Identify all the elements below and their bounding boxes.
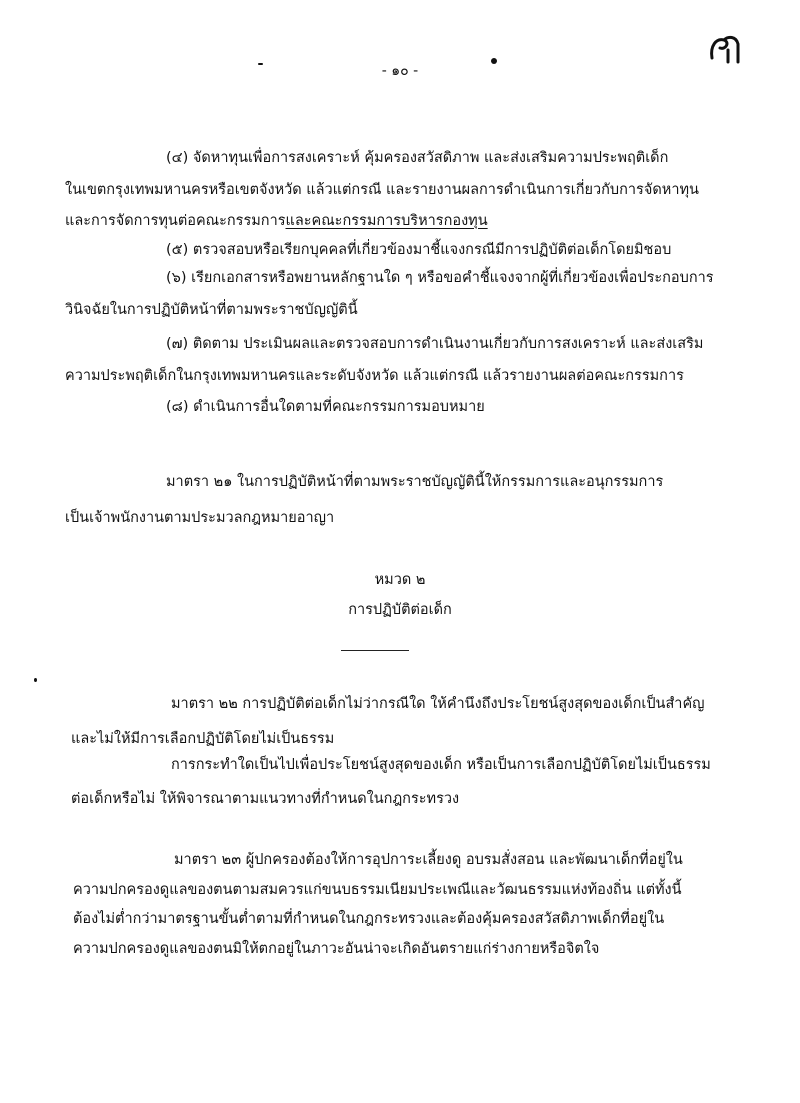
item-4-line-2: ในเขตกรุงเทพมหานครหรือเขตจังหวัด แล้วแต่กรณี และรายงานผลการดำเนินการเกี่ยวกับการจัดหาทุน — [65, 182, 699, 198]
scan-speck — [34, 678, 37, 682]
section-22-line-4: ต่อเด็กหรือไม่ ให้พิจารณาตามแนวทางที่กำหนดในกฎกระทรวง — [71, 791, 460, 807]
section-21-line-1: มาตรา ๒๑ ในการปฏิบัติหน้าที่ตามพระราชบัญญัตินี้ให้กรรมการและอนุกรรมการ — [166, 474, 664, 490]
item-7-line-1: (๗) ติดตาม ประเมินผลและตรวจสอบการดำเนินงานเกี่ยวกับการสงเคราะห์ และส่งเสริม — [166, 336, 704, 352]
item-7-line-2: ความประพฤติเด็กในกรุงเทพมหานครและระดับจังหวัด แล้วแต่กรณี แล้วรายงานผลต่อคณะกรรมการ — [65, 368, 684, 384]
section-23-line-1: มาตรา ๒๓ ผู้ปกครองต้องให้การอุปการะเลี้ยงดู อบรมสั่งสอน และพัฒนาเด็กที่อยู่ใน — [174, 852, 683, 868]
chapter-divider — [341, 650, 409, 651]
item-6-line-1: (๖) เรียกเอกสารหรือพยานหลักฐานใด ๆ หรือขอคำชี้แจงจากผู้ที่เกี่ยวข้องเพื่อประกอบการ — [166, 270, 714, 286]
chapter-title: การปฏิบัติต่อเด็ก — [348, 602, 452, 618]
section-23-line-2: ความปกครองดูแลของตนตามสมควรแก่ขนบธรรมเนียมประเพณีและวัฒนธรรมแห่งท้องถิ่น แต่ทั้งนี้ — [73, 882, 682, 898]
item-5: (๕) ตรวจสอบหรือเรียกบุคคลที่เกี่ยวข้องมาชี้แจงกรณีมีการปฏิบัติต่อเด็กโดยมิชอบ — [166, 242, 672, 258]
item-6-line-2: วินิจฉัยในการปฏิบัติหน้าที่ตามพระราชบัญญัตินี้ — [65, 302, 358, 318]
page-number: - ๑๐ - — [381, 63, 419, 79]
section-22-line-1: มาตรา ๒๒ การปฏิบัติต่อเด็กไม่ว่ากรณีใด ให้คำนึงถึงประโยชน์สูงสุดของเด็กเป็นสำคัญ — [171, 696, 705, 712]
section-23-line-3: ต้องไม่ต่ำกว่ามาตรฐานขั้นต่ำตามที่กำหนดในกฎกระทรวงและต้องคุ้มครองสวัสดิภาพเด็กที่อยู่ใน — [73, 911, 665, 927]
section-21-line-2: เป็นเจ้าพนักงานตามประมวลกฎหมายอาญา — [65, 510, 335, 526]
item-4-line-3-underlined: และคณะกรรมการบริหารกองทุน — [285, 213, 488, 229]
item-4-line-1: (๔) จัดหาทุนเพื่อการสงเคราะห์ คุ้มครองสวัสดิภาพ และส่งเสริมความประพฤติเด็ก — [166, 150, 669, 166]
section-22-line-3: การกระทำใดเป็นไปเพื่อประโยชน์สูงสุดของเด็ก หรือเป็นการเลือกปฏิบัติโดยไม่เป็นธรรม — [171, 757, 711, 773]
section-22-line-2: และไม่ให้มีการเลือกปฏิบัติโดยไม่เป็นธรรม — [71, 731, 335, 747]
item-4-line-3 — [65, 211, 488, 231]
section-23-line-4: ความปกครองดูแลของตนมิให้ตกอยู่ในภาวะอันน่าจะเกิดอันตรายแก่ร่างกายหรือจิตใจ — [73, 941, 600, 957]
item-8: (๘) ดำเนินการอื่นใดตามที่คณะกรรมการมอบหมาย — [166, 399, 485, 415]
chapter-heading: หมวด ๒ — [374, 572, 426, 588]
item-4-line-3-text: และการจัดการทุนต่อคณะกรรมการ — [65, 213, 286, 229]
